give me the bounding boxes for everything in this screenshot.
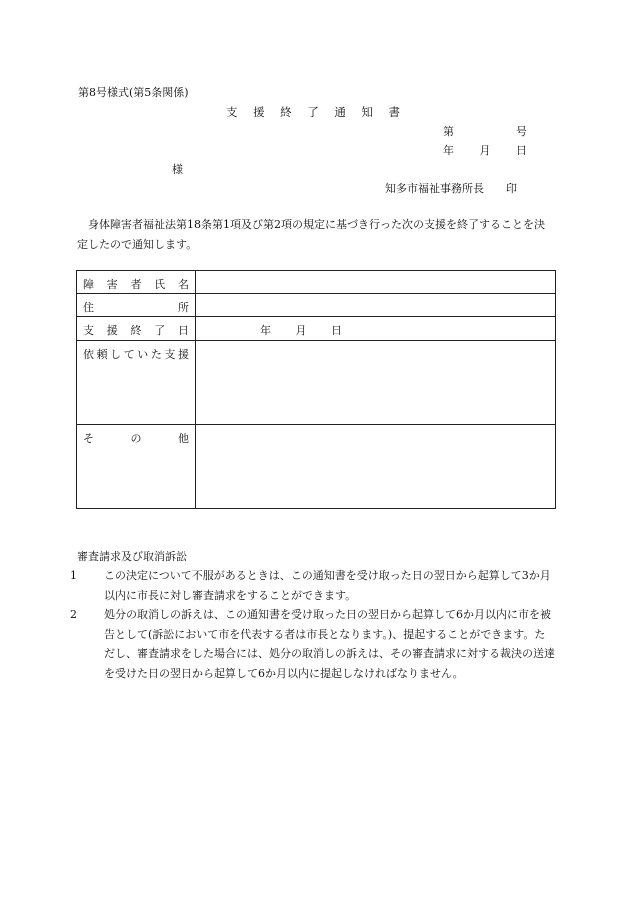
details-table (76, 270, 556, 509)
document-title (226, 104, 400, 120)
label-char: 氏 (154, 278, 166, 291)
day-label: 日 (331, 324, 342, 337)
label-char: 援 (177, 348, 189, 361)
number-prefix: 第 (443, 125, 454, 138)
title-char: 支 (226, 105, 238, 119)
year-label: 年 (260, 324, 271, 337)
title-char: 終 (280, 105, 292, 119)
notice-body: 身体障害者福祉法第18条第1項及び第2項の規定に基づき行った次の支援を終了することを決定したので通知します。 (77, 218, 545, 251)
label-char: の (130, 432, 142, 445)
document-number-line (443, 123, 527, 139)
title-char: 書 (388, 105, 400, 119)
title-char: 了 (307, 105, 319, 119)
issue-date-line (443, 142, 527, 158)
label-char: 支 (83, 324, 94, 337)
requested-support-value-cell[interactable] (196, 341, 556, 425)
label-char: そ (83, 432, 94, 445)
note-item (70, 605, 555, 683)
label-char: 依 (83, 348, 94, 361)
label-char: 日 (178, 324, 189, 337)
label-char: 住 (83, 301, 94, 314)
label-char: 所 (178, 301, 189, 314)
title-char: 援 (253, 105, 265, 119)
sender-line: 知多市福祉事務所長 印 (385, 182, 517, 195)
address-value-cell[interactable] (196, 294, 556, 317)
label-char: て (123, 348, 135, 361)
table-row (77, 425, 556, 509)
note-item (70, 566, 555, 605)
note-number: 1 (70, 569, 77, 582)
table-row (77, 341, 556, 425)
label-cell (77, 271, 196, 294)
label-char: た (150, 348, 162, 361)
label-cell (77, 317, 196, 341)
label-char: い (137, 348, 149, 361)
other-value-cell[interactable] (196, 425, 556, 509)
label-char: 了 (154, 324, 166, 337)
table-row (77, 317, 556, 341)
label-cell (77, 425, 196, 509)
note-number: 2 (70, 608, 77, 621)
label-char: 者 (130, 278, 142, 291)
table-row (77, 271, 556, 294)
form-id: 第8号様式(第5条関係) (78, 86, 189, 99)
label-char: 頼 (96, 348, 108, 361)
end-date-value-cell[interactable] (196, 317, 556, 341)
table-row (77, 294, 556, 317)
name-value-cell[interactable] (196, 271, 556, 294)
note-text: 処分の取消しの訴えは、この通知書を受け取った日の翌日から起算して6か月以内に市を被告として(訴訟において市を代表する者は市長となります。)、提起することができます。ただし、審査請求をした場合には、処分の取消しの訴えは、その審査請求に対する裁決の送達を受けた日の翌日から起算して6か月以内に提起しなければなりません。 (104, 608, 555, 680)
label-char: 名 (178, 278, 189, 291)
title-char: 通 (334, 105, 346, 119)
title-char: 知 (361, 105, 373, 119)
month-label: 月 (479, 144, 491, 157)
end-date-blank (260, 322, 342, 338)
year-label: 年 (443, 144, 454, 157)
note-text: この決定について不服があるときは、この通知書を受け取った日の翌日から起算して3か月以内に市長に対し審査請求をすることができます。 (104, 569, 551, 602)
label-cell (77, 294, 196, 317)
label-char: し (110, 348, 122, 361)
label-char: 害 (106, 278, 118, 291)
label-char: 援 (106, 324, 118, 337)
label-cell (77, 341, 196, 425)
label-char: 障 (83, 278, 94, 291)
label-char: 終 (130, 324, 142, 337)
label-char: 支 (164, 348, 176, 361)
number-suffix: 号 (516, 125, 527, 138)
addressee-suffix: 様 (172, 163, 183, 176)
month-label: 月 (295, 324, 307, 337)
notes-title: 審査請求及び取消訴訟 (77, 550, 187, 563)
label-char: 他 (178, 432, 189, 445)
day-label: 日 (516, 144, 527, 157)
